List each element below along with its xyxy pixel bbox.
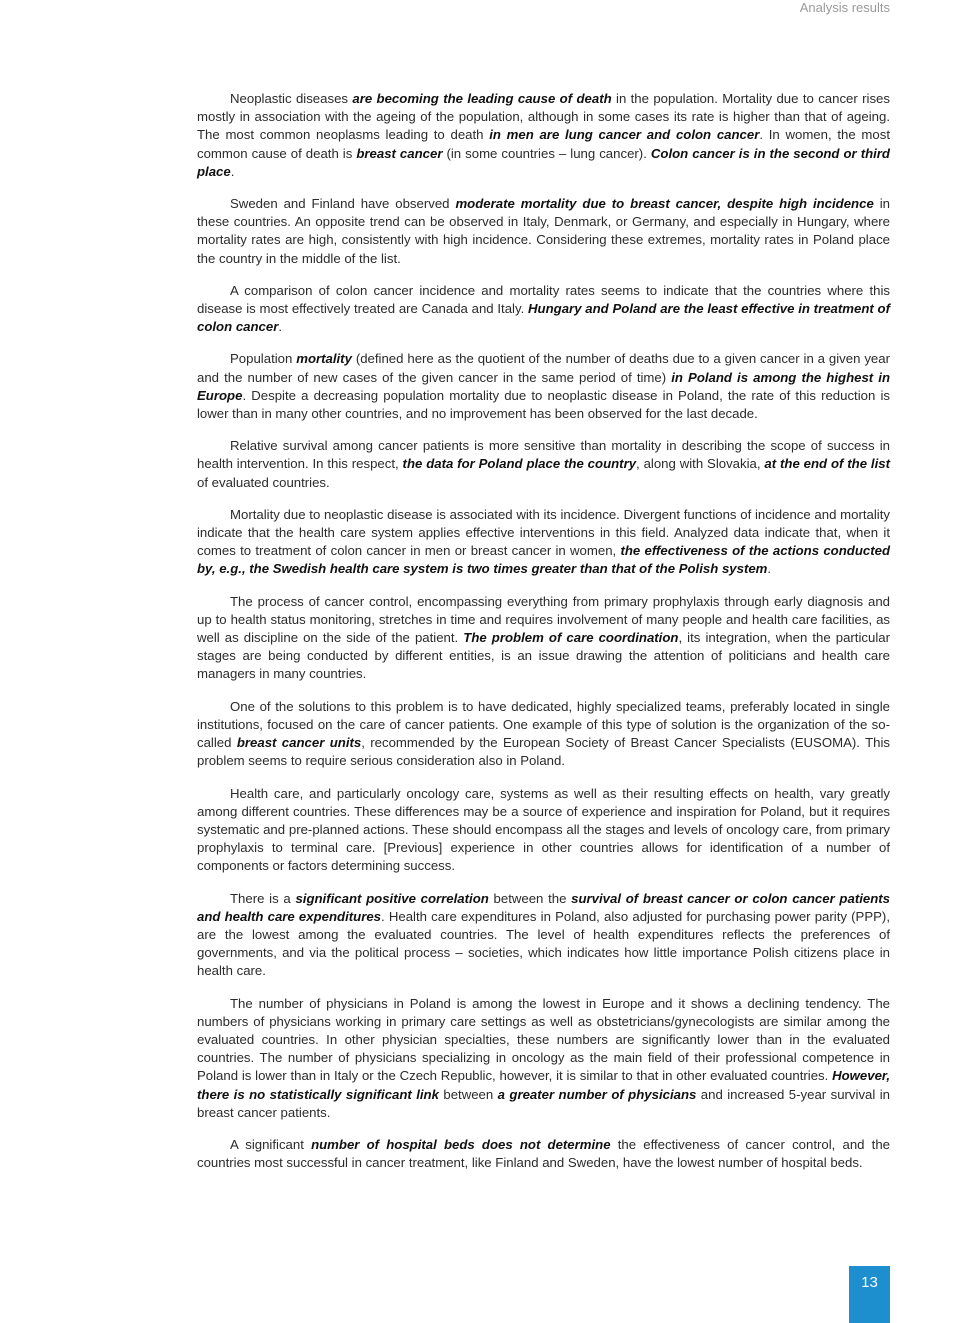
body-paragraph — [197, 195, 890, 268]
text-run: Population — [230, 351, 297, 367]
text-run: . — [230, 163, 235, 179]
emphasis-text: number of hospital beds does not determine — [311, 1136, 611, 1152]
body-paragraph — [197, 593, 890, 684]
text-run: (defined here as the quotient of the number of deaths due to a given cancer in a given year and the number of new cases of the given cancer in the same period of time) — [197, 351, 890, 385]
emphasis-text: in men are lung cancer and colon cancer — [489, 127, 760, 143]
body-paragraph — [197, 890, 890, 981]
running-head: Analysis results — [799, 0, 890, 15]
emphasis-text: moderate mortality due to breast cancer, despite high incidence — [455, 196, 874, 212]
text-run: Sweden and Finland have observed — [230, 196, 456, 212]
text-run: Mortality due to neoplastic disease is associated with its incidence. Divergent functions of incidence and mortality indicate that the health care system applies effective interventions in this field. Analyzed data indicate that, when it comes to treatment of colon cancer in men or breast cancer in women, — [197, 506, 890, 559]
text-run: in these countries. An opposite trend can be observed in Italy, Denmark, or Germany, and especially in Hungary, where mortality rates are high, consistently with high incidence. Considering these extremes, mortality rates in Poland place the country in the middle of the list. — [197, 196, 890, 266]
emphasis-text: at the end of the list — [764, 456, 890, 472]
emphasis-text: Colon cancer is in the second or third place — [197, 145, 890, 179]
text-run: . Despite a decreasing population mortality due to neoplastic disease in Poland, the rate of this reduction is lower than in many other countries, and no improvement has been observed for the last decade. — [197, 387, 890, 422]
text-run: between the — [488, 890, 572, 906]
emphasis-text: the data for Poland place the country — [402, 456, 637, 472]
body-paragraph — [197, 506, 890, 579]
text-run: . — [278, 319, 283, 335]
body-paragraph — [197, 350, 890, 423]
body-paragraph — [197, 437, 890, 492]
emphasis-text: breast cancer — [356, 145, 443, 161]
text-run: (in some countries – lung cancer). — [442, 145, 651, 161]
page-number-badge: 13 — [849, 1266, 890, 1323]
text-run: . Health care expenditures in Poland, also adjusted for purchasing power parity (PPP), are the lowest among the evaluated countries. The level of health expenditures reflects the preferences of governments, and via the political process – societies, which indicates how little importance Polish citizens place in health care. — [197, 908, 890, 979]
body-paragraph — [197, 282, 890, 337]
text-run: Neoplastic diseases — [230, 91, 353, 106]
emphasis-text: Hungary and Poland are the least effective in treatment of colon cancer — [197, 301, 890, 335]
emphasis-text: breast cancer units — [236, 735, 362, 751]
text-run: Health care, and particularly oncology care, systems as well as their resulting effects on health, vary greatly among different countries. These differences may be a source of experience and inspiration for Poland, but it requires systematic and pre-planned actions. These should encompass all the stages and levels of oncology care, from primary prophylaxis to terminal care. [Previous] experience in other countries allows for identification of a number of components or factors determining success. — [197, 785, 890, 874]
text-run: A significant — [230, 1136, 312, 1152]
emphasis-text: in Poland is among the highest in Europe — [197, 369, 890, 403]
body-paragraph — [197, 785, 890, 876]
emphasis-text: mortality — [296, 351, 352, 367]
text-run: One of the solutions to this problem is to have dedicated, highly specialized teams, preferably located in single institutions, focused on the care of cancer patients. One example of this type of solution is the organization of the so-called — [197, 698, 890, 751]
text-run: , recommended by the European Society of Breast Cancer Specialists (EUSOMA). This problem seems to require serious consideration also in Poland. — [197, 735, 890, 769]
text-run: A comparison of colon cancer incidence and mortality rates seems to indicate that the countries where this disease is most effectively treated are Canada and Italy. — [197, 282, 890, 317]
text-run: Relative survival among cancer patients is more sensitive than mortality in describing the scope of success in health intervention. In this respect, — [197, 438, 890, 472]
text-run: , along with Slovakia, — [636, 456, 765, 472]
text-run: , its integration, when the particular stages are being conducted by different entities, is an issue drawing the attention of politicians and health care managers in many countries. — [197, 630, 890, 682]
text-run: . In women, the most common cause of death is — [197, 127, 890, 161]
text-run: and increased 5-year survival in breast cancer patients. — [197, 1086, 890, 1120]
emphasis-text: are becoming the leading cause of death — [352, 91, 612, 106]
emphasis-text: survival of breast cancer or colon cancer patients and health care expenditures — [197, 890, 890, 924]
emphasis-text: significant positive correlation — [295, 890, 489, 906]
emphasis-text: the effectiveness of the actions conducted by, e.g., the Swedish health care system is two times greater than that of the Polish system — [197, 543, 890, 577]
body-paragraph — [197, 995, 890, 1122]
text-run: . — [767, 561, 772, 577]
document-body — [197, 90, 890, 1186]
text-run: of evaluated countries. — [197, 474, 330, 490]
text-run: the effectiveness of cancer control, and the countries most successful in cancer treatment, like Finland and Sweden, have the lowest number of hospital beds. — [197, 1136, 890, 1171]
body-paragraph — [197, 1136, 890, 1172]
body-paragraph — [197, 90, 890, 181]
text-run: between — [438, 1086, 498, 1102]
text-run: The process of cancer control, encompassing everything from primary prophylaxis through early diagnosis and up to health status monitoring, stretches in time and requires involvement of many people and health care facilities, as well as discipline on the side of the patient. — [197, 593, 890, 646]
text-run: There is a — [230, 890, 296, 906]
text-run: The number of physicians in Poland is among the lowest in Europe and it shows a declining tendency. The numbers of physicians working in primary care settings as well as obstetricians/gynecologists are similar among the evaluated countries. In other physician specialties, these numbers are significantly lower than in the evaluated countries. The number of physicians specializing in oncology as the main field of their professional competence in Poland is lower than in Italy or the Czech Republic, however, it is similar to that in other evaluated countries. — [197, 995, 890, 1084]
emphasis-text: However, there is no statistically significant link — [197, 1068, 890, 1102]
emphasis-text: The problem of care coordination — [463, 630, 679, 646]
body-paragraph — [197, 698, 890, 771]
text-run: in the population. Mortality due to cancer rises mostly in association with the ageing of the population, although in some cases its rate is higher than that of ageing. The most common neoplasms leading to death — [197, 91, 890, 143]
emphasis-text: a greater number of physicians — [497, 1086, 697, 1102]
